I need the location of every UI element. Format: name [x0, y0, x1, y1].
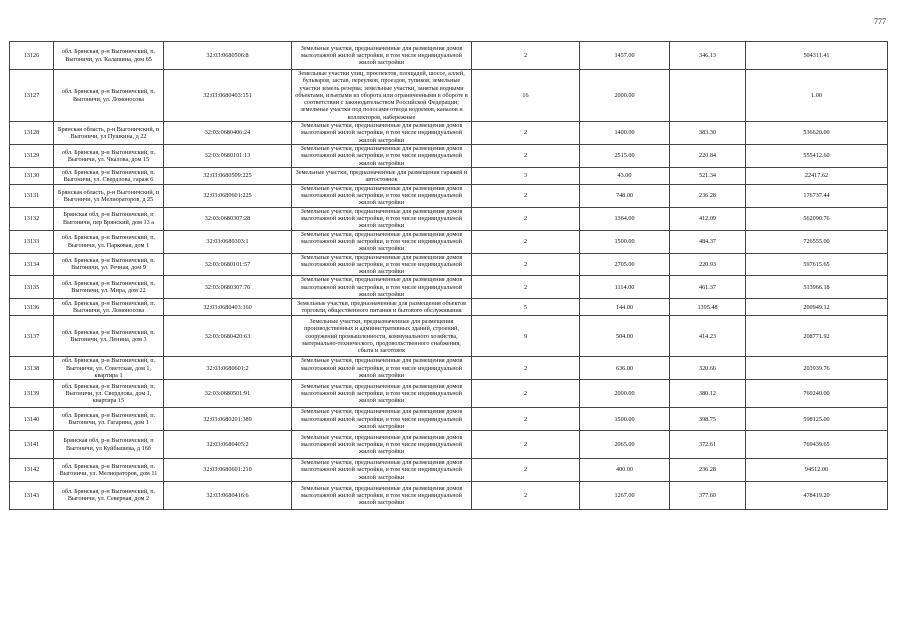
table-row: [10, 184, 888, 207]
row-cadastral-number: 32:03:0680201:389: [164, 408, 292, 431]
row-land-use: Земельные участки, предназначенные для размещения домов малоэтажной жилой застройки, в том числе индивидуальной жилой застройки: [292, 253, 472, 276]
row-cadastral-value: 597615.65: [746, 253, 888, 276]
row-address: обл. Брянская, р-н Выгоничский, п. Выгоничи, ул. Свердлова, гараж 6: [54, 167, 164, 184]
row-land-use: Земельные участки, предназначенные для размещения домов малоэтажной жилой застройки, в том числе индивидуальной жилой застройки: [292, 431, 472, 459]
table-row: [10, 299, 888, 316]
table-row: [10, 316, 888, 357]
row-area: 1500.00: [580, 230, 670, 253]
row-rate: 414.23: [670, 316, 746, 357]
row-number: 13137: [10, 316, 54, 357]
cadastral-table: [9, 41, 888, 510]
row-land-use: Земельные участки, предназначенные для размещения домов малоэтажной жилой застройки, в том числе индивидуальной жилой застройки: [292, 207, 472, 230]
row-land-use: Земельные участки, предназначенные для размещения домов малоэтажной жилой застройки, в том числе индивидуальной жилой застройки: [292, 184, 472, 207]
row-cadastral-value: 769439.65: [746, 431, 888, 459]
row-land-use: Земельные участки, предназначенные для размещения производственных и административных зданий, строений, сооружений промышленности, коммунального хозяйства, материально-технического, продовольственного снабжения, сбыта и заготовок: [292, 316, 472, 357]
row-rate: 236.28: [670, 459, 746, 482]
row-rate: 461.37: [670, 276, 746, 299]
row-area: 1114.00: [580, 276, 670, 299]
row-cadastral-number: 32:03:0680307:76: [164, 276, 292, 299]
row-area: 1500.00: [580, 408, 670, 431]
row-cadastral-number: 32:03:0680303:1: [164, 230, 292, 253]
row-group: 16: [472, 70, 580, 122]
row-address: обл. Брянская, р-н Выгоничский, п. Выгоничи, ул. Свердлова, дом 1, квартира 15: [54, 380, 164, 408]
row-land-use: Земельные участки, предназначенные для размещения домов малоэтажной жилой застройки, в том числе индивидуальной жилой застройки: [292, 459, 472, 482]
row-area: 2065.00: [580, 431, 670, 459]
row-area: 1267.00: [580, 481, 670, 509]
row-land-use: Земельные участки, предназначенные для размещения домов малоэтажной жилой застройки, в том числе индивидуальной жилой застройки: [292, 122, 472, 145]
row-group: 2: [472, 253, 580, 276]
row-cadastral-value: 94512.00: [746, 459, 888, 482]
row-group: 2: [472, 207, 580, 230]
row-area: 748.00: [580, 184, 670, 207]
row-land-use: Земельные участки, предназначенные для размещения домов малоэтажной жилой застройки, в том числе индивидуальной жилой застройки: [292, 230, 472, 253]
row-land-use: Земельные участки, предназначенные для размещения домов малоэтажной жилой застройки, в том числе индивидуальной жилой застройки: [292, 357, 472, 380]
row-cadastral-number: 32:03:0680509:225: [164, 167, 292, 184]
row-area: 2000.00: [580, 380, 670, 408]
row-cadastral-number: 32:03:0680501:91: [164, 380, 292, 408]
row-address: Брянская область, р-н Выгоничский, п Выгоничи, ул Пушкина, д 22: [54, 122, 164, 145]
row-rate: 236.28: [670, 184, 746, 207]
row-number: 13133: [10, 230, 54, 253]
row-group: 2: [472, 481, 580, 509]
row-address: обл. Брянская, р-н Выгоничский, п. Выгоничи, ул. Мира, дом 22: [54, 276, 164, 299]
row-cadastral-value: 726555.00: [746, 230, 888, 253]
row-area: 504.00: [580, 316, 670, 357]
row-group: 9: [472, 316, 580, 357]
table-row: [10, 276, 888, 299]
row-number: 13127: [10, 70, 54, 122]
row-cadastral-value: 513966.18: [746, 276, 888, 299]
row-address: Брянская обл, р-н Выгоничский, п Выгоничи, пер Брянский, дом 13 а: [54, 207, 164, 230]
row-number: 13126: [10, 42, 54, 70]
row-cadastral-number: 32:03:0680403:151: [164, 70, 292, 122]
row-area: 43.00: [580, 167, 670, 184]
row-area: 636.00: [580, 357, 670, 380]
row-rate: 484.37: [670, 230, 746, 253]
table-row: [10, 408, 888, 431]
row-group: 2: [472, 431, 580, 459]
table-row: [10, 167, 888, 184]
row-land-use: Земельные участки, предназначенные для размещения домов малоэтажной жилой застройки, в том числе индивидуальной жилой застройки: [292, 408, 472, 431]
row-area: 1457.00: [580, 42, 670, 70]
row-rate: 377.60: [670, 481, 746, 509]
row-cadastral-value: 598125.00: [746, 408, 888, 431]
row-cadastral-value: 200949.12: [746, 299, 888, 316]
row-number: 13141: [10, 431, 54, 459]
row-number: 13132: [10, 207, 54, 230]
row-group: 2: [472, 357, 580, 380]
table-row: [10, 431, 888, 459]
table-row: [10, 42, 888, 70]
table-row: [10, 207, 888, 230]
row-group: 2: [472, 122, 580, 145]
row-address: Брянская обл, р-н Выгоничский, п Выгоничи, ул Куйбышева, д 16б: [54, 431, 164, 459]
row-address: обл. Брянская, р-н Выгоничский, п. Выгоничи, ул. Северная, дом 2: [54, 481, 164, 509]
row-land-use: Земельные участки, предназначенные для размещения домов малоэтажной жилой застройки, в том числе индивидуальной жилой застройки: [292, 42, 472, 70]
row-cadastral-value: 22417.62: [746, 167, 888, 184]
row-area: 2000.00: [580, 70, 670, 122]
row-group: 5: [472, 299, 580, 316]
row-address: Брянская область, р-н Выгоничский, п Выгоничи, ул Мелиораторов, д 25: [54, 184, 164, 207]
row-group: 2: [472, 184, 580, 207]
row-area: 2705.00: [580, 253, 670, 276]
row-cadastral-number: 32:03:0680406:24: [164, 122, 292, 145]
row-cadastral-number: 32:03:0680506:8: [164, 42, 292, 70]
row-number: 13131: [10, 184, 54, 207]
row-group: 2: [472, 42, 580, 70]
row-area: 144.00: [580, 299, 670, 316]
row-address: обл. Брянская, р-н Выгоничский, п. Выгоничи, ул. Парковая, дом 1: [54, 230, 164, 253]
row-group: 2: [472, 230, 580, 253]
row-rate: 346.13: [670, 42, 746, 70]
row-number: 13138: [10, 357, 54, 380]
row-rate: 220.93: [670, 253, 746, 276]
row-group: 2: [472, 276, 580, 299]
row-rate: 220.84: [670, 144, 746, 167]
row-group: 2: [472, 459, 580, 482]
row-cadastral-number: 32:03:0680601:2: [164, 357, 292, 380]
row-cadastral-value: 478419.20: [746, 481, 888, 509]
table-row: [10, 459, 888, 482]
row-rate: 1395.48: [670, 299, 746, 316]
table-row: [10, 380, 888, 408]
row-area: 1400.00: [580, 122, 670, 145]
row-number: 13139: [10, 380, 54, 408]
row-cadastral-number: 32:03:0680101:57: [164, 253, 292, 276]
row-address: обл. Брянская, р-н Выгоничский, п. Выгоничи, ул. Гагарина, дом 1: [54, 408, 164, 431]
row-area: 400.00: [580, 459, 670, 482]
row-cadastral-value: 208771.92: [746, 316, 888, 357]
row-number: 13130: [10, 167, 54, 184]
table-row: [10, 357, 888, 380]
row-land-use: Земельные участки, предназначенные для размещения гаражей и автостоянок: [292, 167, 472, 184]
row-cadastral-number: 32:03:0680601:210: [164, 459, 292, 482]
row-rate: 412.09: [670, 207, 746, 230]
row-address: обл. Брянская, р-н Выгоничский, п. Выгоничи, ул. Чкалова, дом 15: [54, 144, 164, 167]
row-rate: 372.61: [670, 431, 746, 459]
row-address: обл. Брянская, р-н Выгоничский, п. Выгоничи, ул. Калашина, дом 65: [54, 42, 164, 70]
row-land-use: Земельные участки, предназначенные для размещения объектов торговли, общественного питания и бытового обслуживания: [292, 299, 472, 316]
row-cadastral-number: 32:03:0680307:28: [164, 207, 292, 230]
row-cadastral-value: 1.00: [746, 70, 888, 122]
row-group: 2: [472, 380, 580, 408]
row-cadastral-value: 536620.00: [746, 122, 888, 145]
row-number: 13135: [10, 276, 54, 299]
row-rate: 320.66: [670, 357, 746, 380]
table-row: [10, 253, 888, 276]
table-row: [10, 122, 888, 145]
row-address: обл. Брянская, р-н Выгоничский, п. Выгоничи, ул. Ломоносова: [54, 299, 164, 316]
row-cadastral-value: 504311.41: [746, 42, 888, 70]
row-area: 2515.00: [580, 144, 670, 167]
row-cadastral-number: 32:03:0680601:225: [164, 184, 292, 207]
row-area: 1364.00: [580, 207, 670, 230]
row-cadastral-number: 32:03:0680416:6: [164, 481, 292, 509]
row-address: обл. Брянская, р-н Выгоничский, п. Выгоничи, ул. Мелиораторов, дом 11: [54, 459, 164, 482]
row-number: 13128: [10, 122, 54, 145]
page-number: 777: [874, 17, 886, 26]
row-address: обл. Брянская, р-н Выгоничский, п. Выгоничи, ул. Советская, дом 1, квартира 1: [54, 357, 164, 380]
row-cadastral-number: 32:03:0680403:160: [164, 299, 292, 316]
row-land-use: Земельные участки улиц, проспектов, площадей, шоссе, аллей, бульваров, застав, переулков, проездов, тупиков; земельные участки земель резерва; земельные участки, занятые водными объектами, изъятыми из оборота или ограниченными в обороте в соответствии с законодательством Российской Федерации; земельные участки под полосами отвода водоемов, каналов и коллекторов, набережные: [292, 70, 472, 122]
table-row: [10, 144, 888, 167]
row-group: 2: [472, 408, 580, 431]
row-land-use: Земельные участки, предназначенные для размещения домов малоэтажной жилой застройки, в том числе индивидуальной жилой застройки: [292, 276, 472, 299]
row-number: 13142: [10, 459, 54, 482]
row-rate: 383.30: [670, 122, 746, 145]
row-number: 13136: [10, 299, 54, 316]
row-land-use: Земельные участки, предназначенные для размещения домов малоэтажной жилой застройки, в том числе индивидуальной жилой застройки: [292, 380, 472, 408]
table-row: [10, 481, 888, 509]
row-land-use: Земельные участки, предназначенные для размещения домов малоэтажной жилой застройки, в том числе индивидуальной жилой застройки: [292, 481, 472, 509]
row-cadastral-value: 555412.60: [746, 144, 888, 167]
row-number: 13143: [10, 481, 54, 509]
row-address: обл. Брянская, р-н Выгоничский, п. Выгоничи, ул. Ленина, дом 3: [54, 316, 164, 357]
table-row: [10, 70, 888, 122]
row-number: 13140: [10, 408, 54, 431]
row-cadastral-number: 32:03:0680420:63: [164, 316, 292, 357]
row-address: обл. Брянская, р-н Выгоничский, п. Выгоничи, ул. Речная, дом 9: [54, 253, 164, 276]
row-rate: 521.34: [670, 167, 746, 184]
row-rate: 380.12: [670, 380, 746, 408]
table-row: [10, 230, 888, 253]
row-cadastral-value: 176737.44: [746, 184, 888, 207]
row-cadastral-value: 203939.76: [746, 357, 888, 380]
row-number: 13134: [10, 253, 54, 276]
row-cadastral-number: 32:03:0680101:13: [164, 144, 292, 167]
row-land-use: Земельные участки, предназначенные для размещения домов малоэтажной жилой застройки, в том числе индивидуальной жилой застройки: [292, 144, 472, 167]
row-cadastral-value: 562090.76: [746, 207, 888, 230]
row-number: 13129: [10, 144, 54, 167]
row-rate: 398.75: [670, 408, 746, 431]
row-rate: [670, 70, 746, 122]
row-address: обл. Брянская, р-н Выгоничский, п. Выгоничи, ул. Ломоносова: [54, 70, 164, 122]
row-cadastral-number: 32:03:0680405:2: [164, 431, 292, 459]
row-cadastral-value: 760240.00: [746, 380, 888, 408]
row-group: 3: [472, 167, 580, 184]
row-group: 2: [472, 144, 580, 167]
